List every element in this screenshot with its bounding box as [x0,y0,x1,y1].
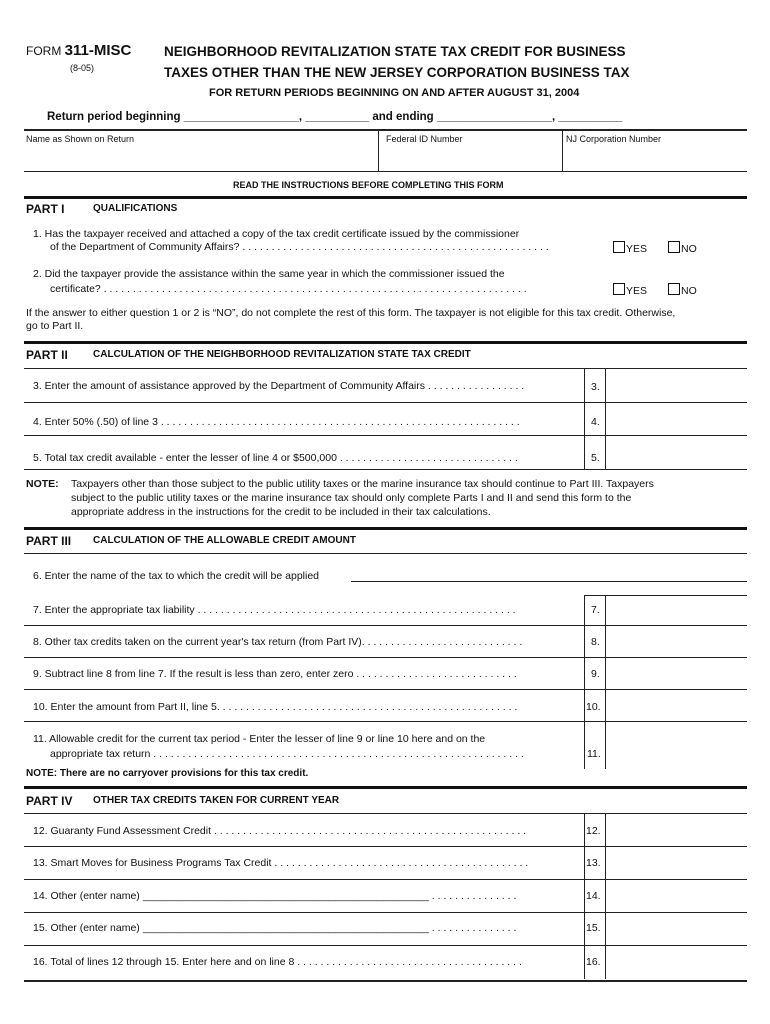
part2-note-line2: subject to the public utility taxes or the marine insurance tax should only complete Parts I and II and send this form to the [71,492,632,504]
part2-note-line1: Taxpayers other than those subject to the public utility taxes or the marine insurance tax should continue to Part III. Taxpayers [71,478,654,490]
form-revision: (8-05) [70,63,95,73]
line-12-label: 12. Guaranty Fund Assessment Credit . . . . . . . . . . . . . . . . . . . . . . . . . . . . . . . . . . . . . . . . . . . . . . . . . . . . . . [33,825,527,837]
question-2-line1: 2. Did the taxpayer provide the assistance within the same year in which the commissioner issued the [33,268,505,280]
line-8-rule [24,657,747,658]
part2-label: PART II [26,348,68,362]
line-3-amount[interactable] [606,370,746,400]
instructions-note: READ THE INSTRUCTIONS BEFORE COMPLETING THIS FORM [233,180,504,190]
part4-title-rule [24,813,747,814]
part2-title: CALCULATION OF THE NEIGHBORHOOD REVITALIZATION STATE TAX CREDIT [93,349,471,360]
part3-title: CALCULATION OF THE ALLOWABLE CREDIT AMOUNT [93,535,356,546]
line-4-number: 4. [591,416,600,428]
part3-label: PART III [26,534,72,548]
line-9-label: 9. Subtract line 8 from line 7. If the result is less than zero, enter zero . . . . . . . . . . . . . . . . . . . . . . . . . . . . [33,668,517,680]
part4-title: OTHER TAX CREDITS TAKEN FOR CURRENT YEAR [93,795,340,806]
line-9-amount[interactable] [606,659,746,687]
line-4-label: 4. Enter 50% (.50) of line 3 . . . . . . . . . . . . . . . . . . . . . . . . . . . . . . . . . . . . . . . . . . . . . . . . . . . . . . . . . . . . . . [33,416,520,428]
id-box-bottom [24,171,747,172]
checkbox-icon [613,241,625,253]
part4-rule [24,786,747,789]
question-2-line2: certificate? . . . . . . . . . . . . . . . . . . . . . . . . . . . . . . . . . . . . . . . . . . . . . . . . . . . . . . . . . . . . . . . . . . . . . . . . . [50,283,527,295]
form-subtitle: FOR RETURN PERIODS BEGINNING ON AND AFTER AUGUST 31, 2004 [209,87,580,99]
return-period[interactable]: Return period beginning __________________, __________ and ending __________________, __________ [47,111,623,123]
q2-yes-checkbox[interactable]: YES [613,283,647,297]
part3-rule [24,527,747,530]
part1-note-line1: If the answer to either question 1 or 2 is “NO”, do not complete the rest of this form. The taxpayer is not eligible for this tax credit. Otherwise, [26,307,676,319]
line-14-label[interactable]: 14. Other (enter name) _________________________________________________ . . . . . . . . . . . . . . . [33,890,517,902]
line-9-rule [24,689,747,690]
line-14-amount[interactable] [606,881,746,910]
line-7-rule [24,625,747,626]
part1-label: PART I [26,202,65,216]
line-13-number: 13. [586,857,601,869]
line-15-number: 15. [586,922,601,934]
checkbox-icon [668,241,680,253]
part2-num-col-left [584,369,585,470]
line-13-rule [24,879,747,880]
checkbox-icon [668,283,680,295]
form-number: 311-MISC [64,42,132,59]
form-title-line2: TAXES OTHER THAN THE NEW JERSEY CORPORATION BUSINESS TAX [164,65,630,80]
line-11-number: 11. [587,748,601,760]
line-8-number: 8. [591,636,600,648]
line-13-amount[interactable] [606,848,746,877]
line-15-rule [24,945,747,946]
part4-num-col-left [584,814,585,979]
line-4-rule [24,435,747,436]
part4-label: PART IV [26,794,73,808]
line-12-amount[interactable] [606,815,746,844]
id-divider-2 [562,130,563,171]
q2-no-checkbox[interactable]: NO [668,283,697,297]
line-16-label: 16. Total of lines 12 through 15. Enter here and on line 8 . . . . . . . . . . . . . . . . . . . . . . . . . . . . . . . . . . . . . . . [33,956,522,968]
form-bottom-rule [24,980,747,982]
line-5-label: 5. Total tax credit available - enter the lesser of line 4 or $500,000 . . . . . . . . . . . . . . . . . . . . . . . . . . . . . . . [33,452,518,464]
question-1-line2: of the Department of Community Affairs? . . . . . . . . . . . . . . . . . . . . . . . . . . . . . . . . . . . . . . . . . . . . . . . . . . . . . [50,241,549,253]
part3-num-col-left [584,595,585,769]
line-8-label: 8. Other tax credits taken on the current year's tax return (from Part IV). . . . . . . . . . . . . . . . . . . . . . . . . . . . [33,636,523,648]
line-14-rule [24,912,747,913]
part1-rule [24,196,747,199]
question-1-line1: 1. Has the taxpayer received and attached a copy of the tax credit certificate issued by the commissioner [33,228,520,240]
part3-title-rule [24,553,747,554]
line-14-number: 14. [586,890,601,902]
line-7-amount[interactable] [606,596,746,624]
line-8-amount[interactable] [606,627,746,655]
q1-no-checkbox[interactable]: NO [668,241,697,255]
line-15-label[interactable]: 15. Other (enter name) _________________________________________________ . . . . . . . . . . . . . . . [33,922,517,934]
part2-note-label: NOTE: [26,478,59,490]
line-15-amount[interactable] [606,914,746,943]
line-12-rule [24,846,747,847]
form-title-line1: NEIGHBORHOOD REVITALIZATION STATE TAX CREDIT FOR BUSINESS [164,44,626,59]
line-11-label-b: appropriate tax return . . . . . . . . . . . . . . . . . . . . . . . . . . . . . . . . . . . . . . . . . . . . . . . . . . . . . . . . . . . . . . . . [50,748,524,760]
line-3-label: 3. Enter the amount of assistance approved by the Department of Community Affairs . . . . . . . . . . . . . . . . . [33,380,525,392]
part1-title: QUALIFICATIONS [93,203,178,214]
line-12-number: 12. [586,825,601,837]
form-id: FORM 311-MISC [26,42,132,59]
nj-corporation-number-field[interactable]: NJ Corporation Number [566,134,662,144]
federal-id-field[interactable]: Federal ID Number [386,134,463,144]
id-divider-1 [378,130,379,171]
part1-note-line2: go to Part II. [26,320,84,332]
line-10-number: 10. [586,701,601,713]
q1-yes-checkbox[interactable]: YES [613,241,647,255]
line-7-number: 7. [591,604,600,616]
name-field[interactable]: Name as Shown on Return [26,134,135,144]
line-5-amount[interactable] [606,437,746,468]
line-11-label-a: 11. Allowable credit for the current tax period - Enter the lesser of line 9 or line 10 here and on the [33,733,486,745]
line-4-amount[interactable] [606,404,746,434]
line-16-amount[interactable] [606,947,746,977]
line-3-rule [24,402,747,403]
line-5-rule [24,469,747,470]
part2-rule [24,341,747,344]
id-box-top [24,129,747,131]
line-3-number: 3. [591,381,600,393]
line-7-label: 7. Enter the appropriate tax liability . . . . . . . . . . . . . . . . . . . . . . . . . . . . . . . . . . . . . . . . . . . . . . . . . . . . . . . [33,604,516,616]
line-16-number: 16. [586,956,601,968]
line-6-label: 6. Enter the name of the tax to which the credit will be applied [33,570,319,582]
line-10-label: 10. Enter the amount from Part II, line 5. . . . . . . . . . . . . . . . . . . . . . . . . . . . . . . . . . . . . . . . . . . . . . . . . . . . [33,701,518,713]
checkbox-icon [613,283,625,295]
line-13-label: 13. Smart Moves for Business Programs Tax Credit . . . . . . . . . . . . . . . . . . . . . . . . . . . . . . . . . . . . . . . . . . . . [33,857,529,869]
line-11-amount[interactable] [606,723,746,767]
line-5-number: 5. [591,452,600,464]
line-6-input[interactable] [351,581,747,582]
part2-note-line3: appropriate address in the instructions for the credit to be included in their tax calculations. [71,506,491,518]
line-10-amount[interactable] [606,691,746,719]
part2-title-rule [24,368,747,369]
part3-note: NOTE: There are no carryover provisions for this tax credit. [26,768,309,779]
line-10-rule [24,721,747,722]
line-9-number: 9. [591,668,600,680]
